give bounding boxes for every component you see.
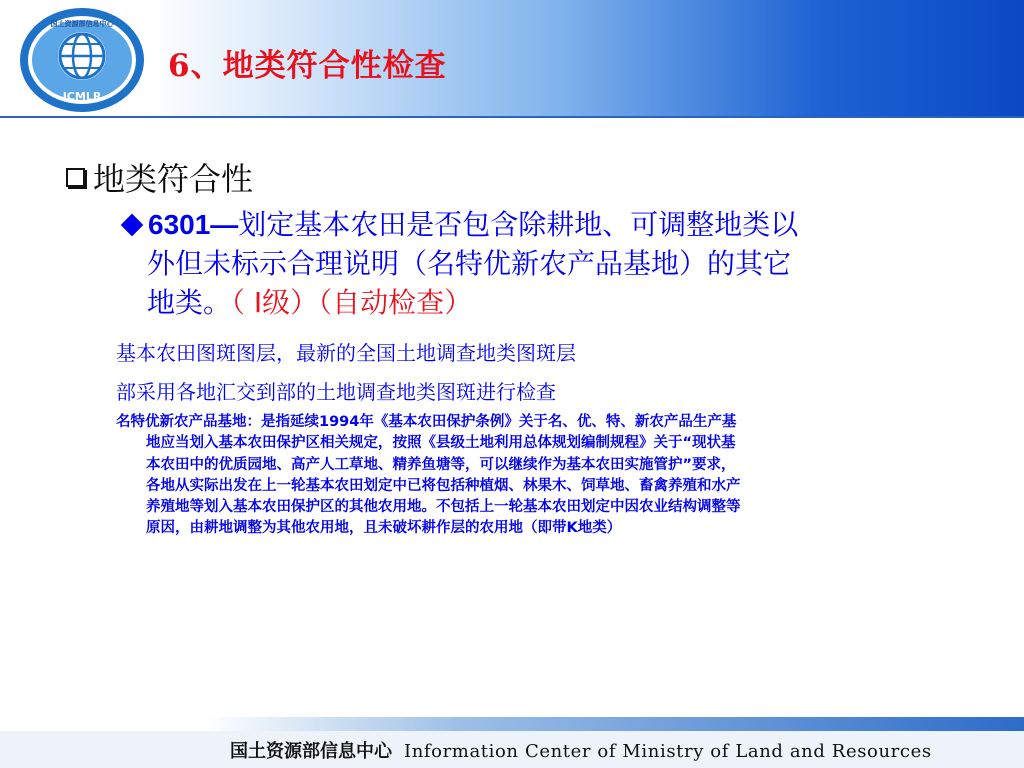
definition-line: 各地从实际出发在上一轮基本农田划定中已将包括种植烟、林果木、饲草地、畜禽养殖和水产 (146, 477, 741, 494)
footer-en: Information Center of Ministry of Land and Resources (404, 741, 932, 762)
definition-line: 地应当划入基本农田保护区相关规定，按照《县级土地利用总体规划编制规程》关于“现状基 (146, 435, 736, 452)
rule-text-line1: 划定基本农田是否包含除耕地、可调整地类以 (238, 208, 799, 241)
header-divider (0, 116, 1024, 118)
definition-line: 名特优新农产品基地：是指延续1994年《基本农田保护条例》关于名、优、特、新农产品生产基 (116, 414, 737, 430)
rule-level-tag: （ Ⅰ级）（自动检查） (231, 286, 473, 319)
rule-number: 6301— (148, 209, 239, 240)
diamond-bullet-icon (121, 213, 144, 236)
level2-item (120, 205, 950, 322)
slide-title: 6、地类符合性检查 (168, 48, 447, 84)
rule-text-line3: 地类。 (147, 286, 232, 319)
footer-band (0, 717, 1024, 731)
definition-line: 原因，由耕地调整为其他农用地，且未破坏耕作层的农用地（即带K地类） (146, 520, 622, 537)
checkbox-bullet-icon (66, 168, 85, 187)
svg-text:ICMLR: ICMLR (62, 90, 102, 103)
note-line-2: 部采用各地汇交到部的土地调查地类图斑进行检查 (116, 380, 556, 404)
footer-caption (230, 737, 932, 763)
definition-line: 本农田中的优质园地、高产人工草地、精养鱼塘等，可以继续作为基本农田实施管护”要求， (146, 456, 736, 473)
header-banner (0, 0, 1024, 118)
definition-line: 养殖地等划入基本农田保护区的其他农用地。不包括上一轮基本农田划定中因农业结构调整等 (146, 499, 741, 516)
footer-cn: 国土资源部信息中心 (230, 741, 392, 762)
level1-label: 地类符合性 (93, 160, 254, 198)
svg-text:国土资源部信息中心: 国土资源部信息中心 (50, 20, 114, 28)
icmlr-logo-icon (18, 6, 146, 114)
rule-text-line2: 外但未标示合理说明（名特优新农产品基地）的其它 (147, 247, 792, 280)
definition-paragraph (116, 412, 966, 540)
note-line-1: 基本农田图斑图层，最新的全国土地调查地类图斑层 (116, 341, 576, 365)
level1-item (66, 154, 253, 200)
